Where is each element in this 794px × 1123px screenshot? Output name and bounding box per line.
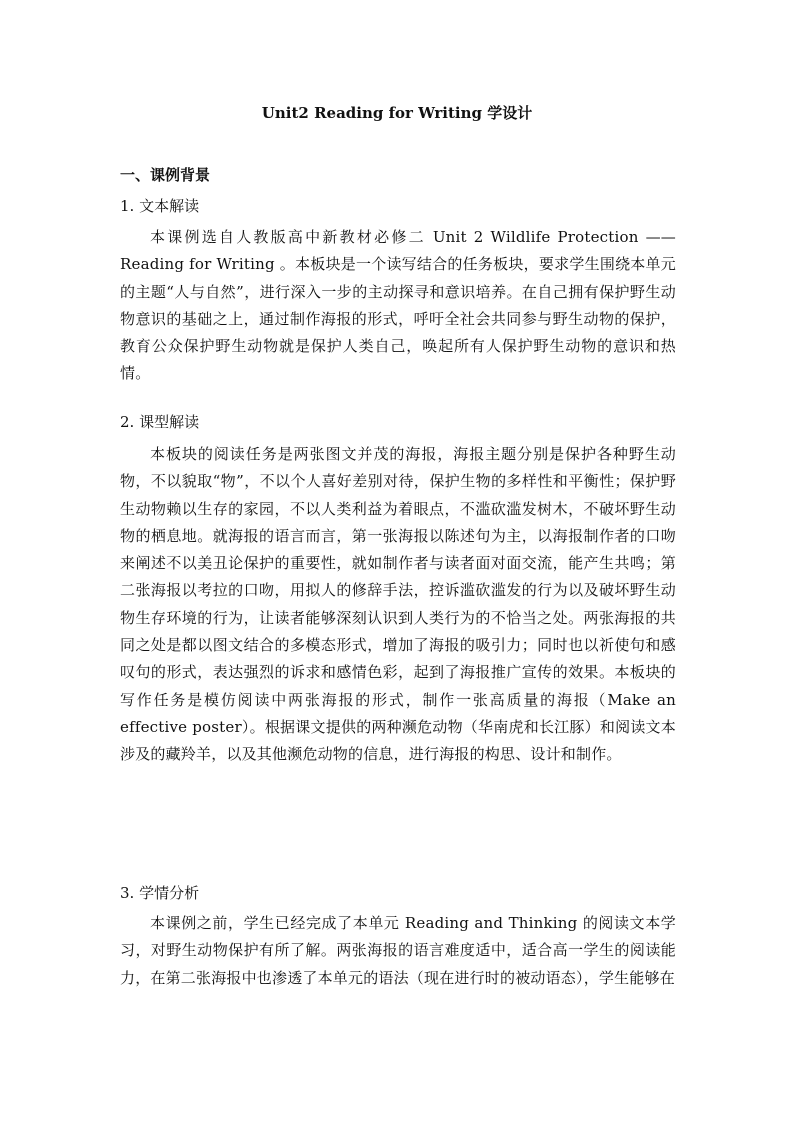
subheading-learner-analysis: 3. 学情分析 (120, 884, 200, 902)
document-title: Unit2 Reading for Writing 学设计 (261, 104, 533, 122)
subheading-text-analysis: 1. 文本解读 (120, 197, 200, 215)
paragraph-learner-analysis: 本课例之前，学生已经完成了本单元 Reading and Thinking 的阅读文本学习，对野生动物保护有所了解。两张海报的语言难度适中，适合高一学生的阅读能力，在第二张海报中也渗透了本单元的语法（现在进行时的被动语态），学生能够在 (120, 914, 676, 987)
section-heading-background: 一、课例背景 (120, 166, 211, 184)
subheading-lesson-type: 2. 课型解读 (120, 413, 200, 431)
paragraph-text-analysis: 本课例选自人教版高中新教材必修二 Unit 2 Wildlife Protection ——Reading for Writing 。本板块是一个读写结合的任务板块，要求学生围绕本单元的主题“人与自然”，进行深入一步的主动探寻和意识培养。在自己拥有保护野生动物意识的基础之上，通过制作海报的形式，呼吁全社会共同参与野生动物的保护，教育公众保护野生动物就是保护人类自己，唤起所有人保护野生动物的意识和热情。 (120, 228, 676, 383)
paragraph-lesson-type: 本板块的阅读任务是两张图文并茂的海报，海报主题分别是保护各种野生动物，不以貌取“物”，不以个人喜好差别对待，保护生物的多样性和平衡性；保护野生动物赖以生存的家园，不以人类利益为着眼点，不滥砍滥发树木，不破坏野生动物的栖息地。就海报的语言而言，第一张海报以陈述句为主，以海报制作者的口吻来阐述不以美丑论保护的重要性，就如制作者与读者面对面交流，能产生共鸣；第二张海报以考拉的口吻，用拟人的修辞手法，控诉滥砍滥发的行为以及破坏野生动物生存环境的行为，让读者能够深刻认识到人类行为的不恰当之处。两张海报的共同之处是都以图文结合的多模态形式，增加了海报的吸引力；同时也以祈使句和感叹句的形式，表达强烈的诉求和感情色彩，起到了海报推广宣传的效果。本板块的写作任务是模仿阅读中两张海报的形式，制作一张高质量的海报（Make an effective poster）。根据课文提供的两种濒危动物（华南虎和长江豚）和阅读文本涉及的藏羚羊，以及其他濒危动物的信息，进行海报的构思、设计和制作。 (120, 445, 676, 764)
